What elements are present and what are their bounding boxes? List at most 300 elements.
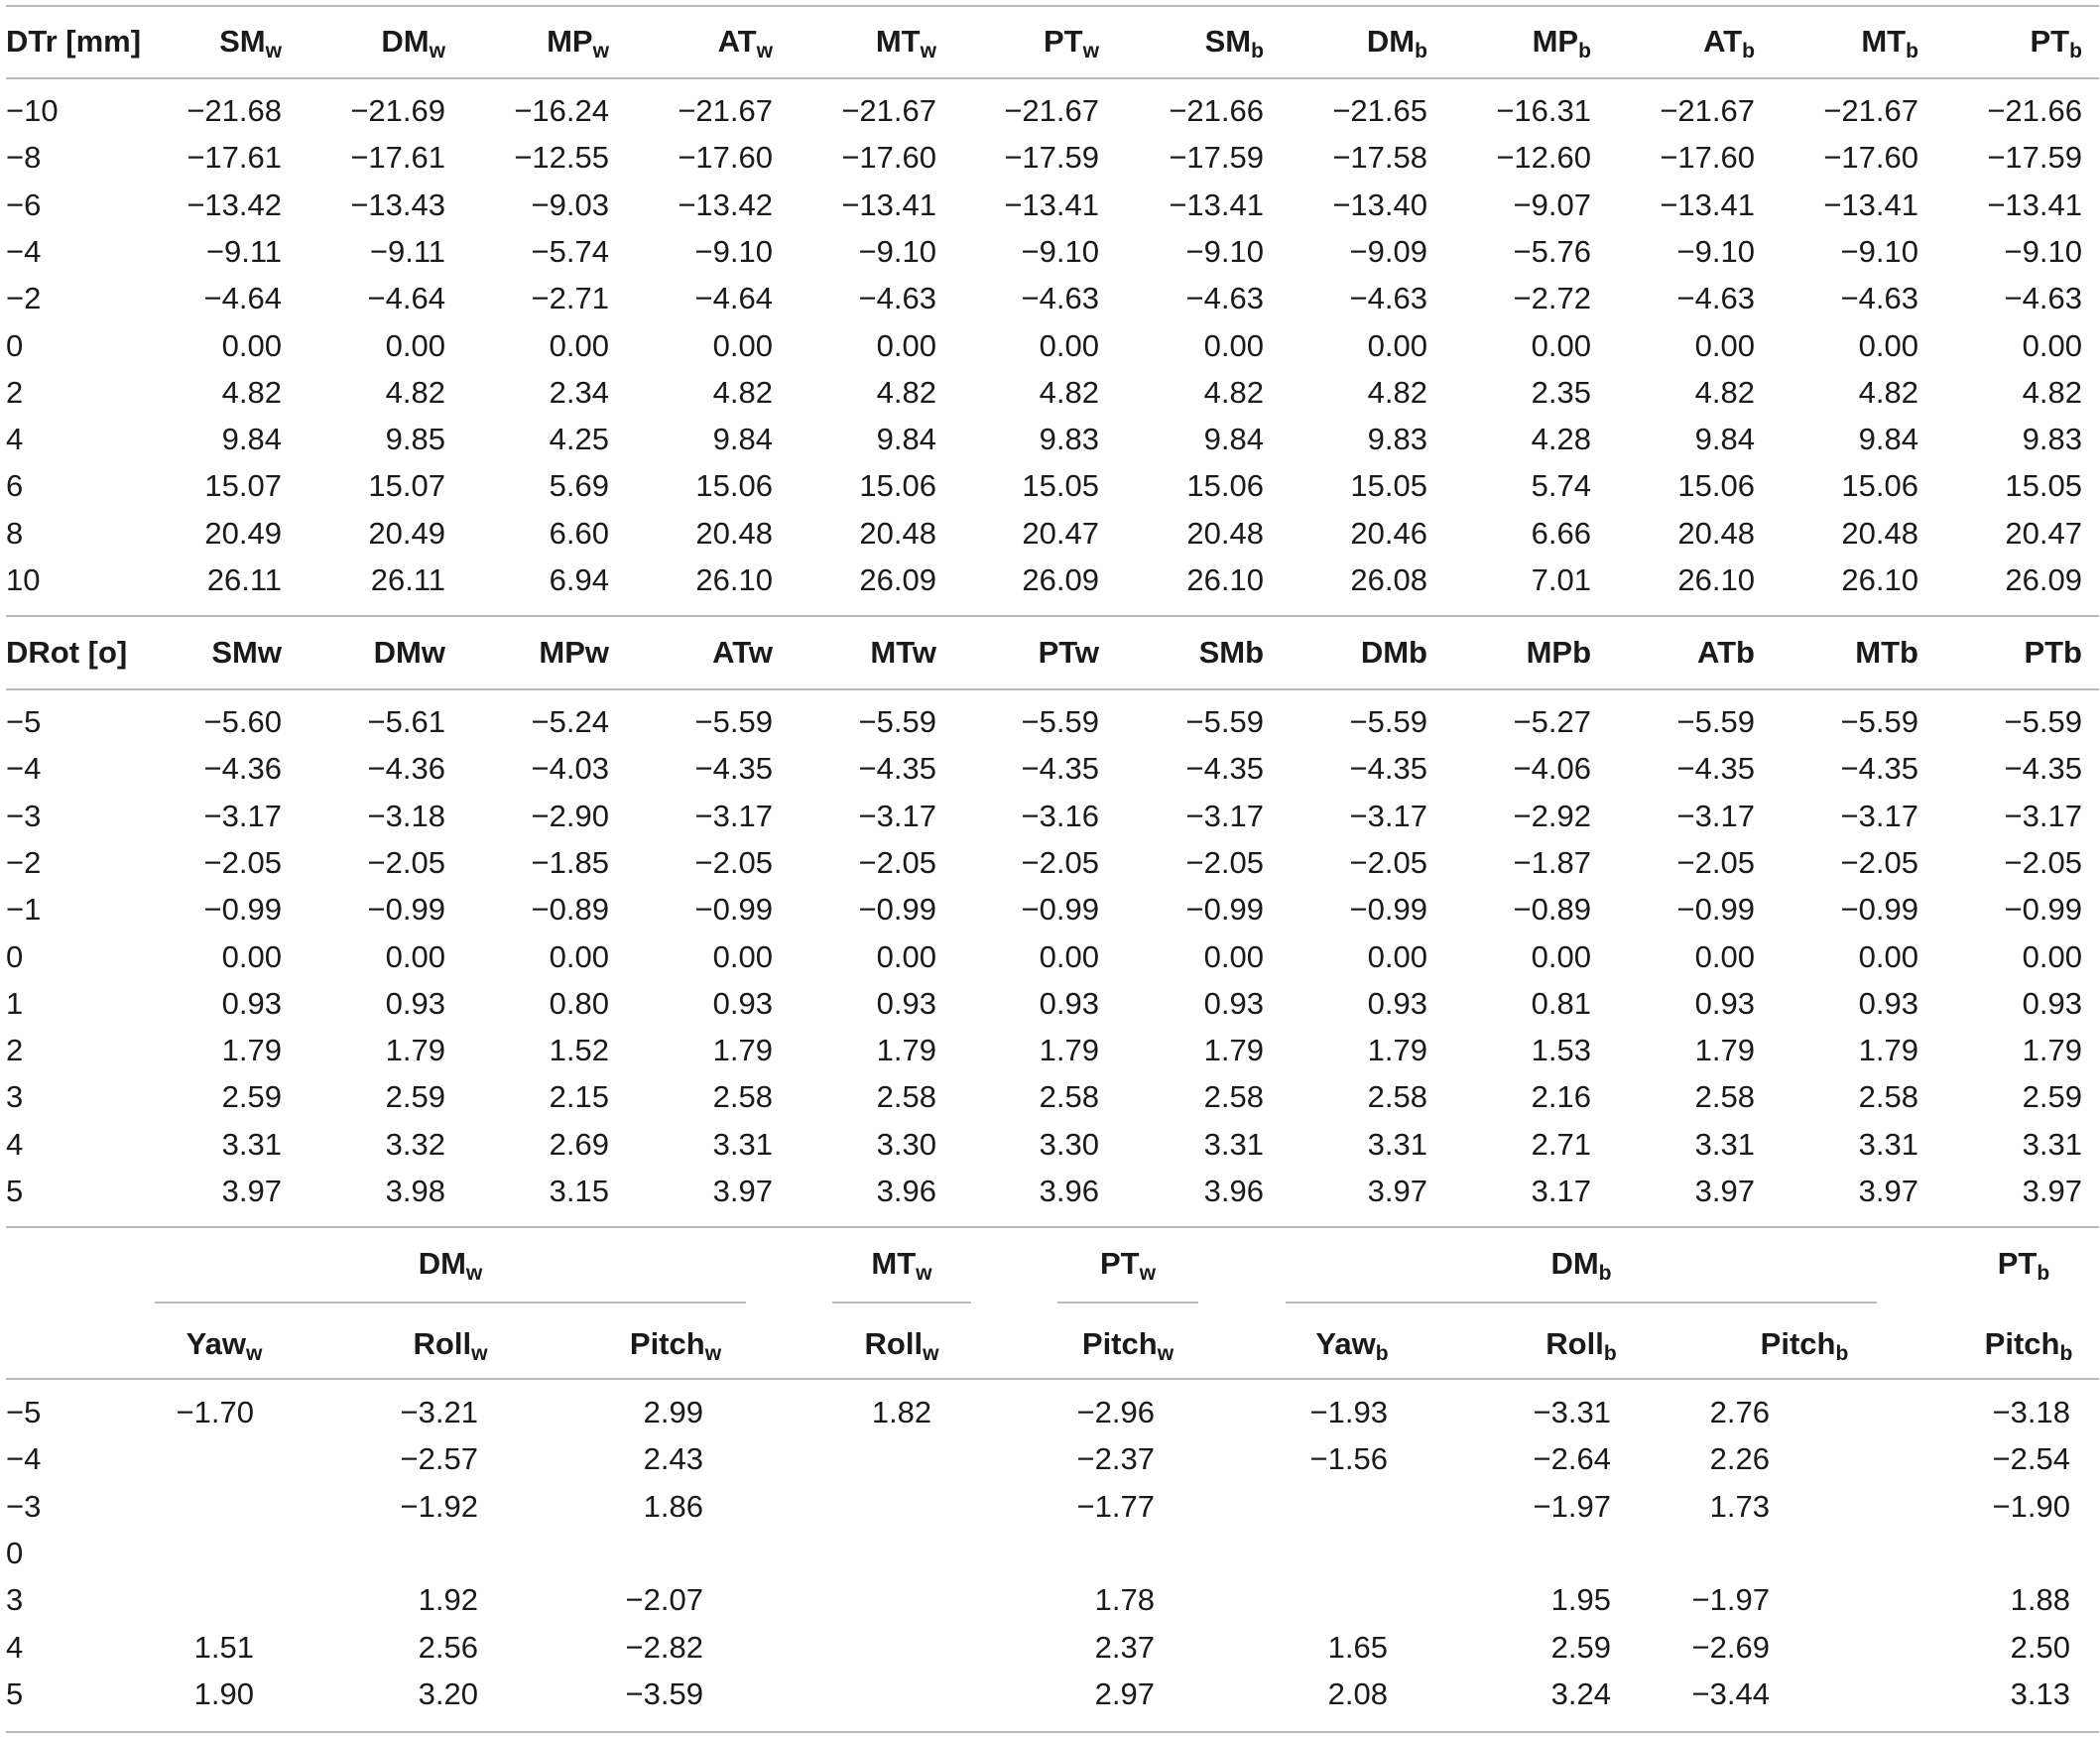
table2-cell: 0.00 [1367,938,1427,974]
table2-cell: 2.58 [1858,1079,1918,1115]
table2-cell: −0.89 [1513,892,1591,928]
table1-header-atw [634,22,773,62]
header-label: Pitch [629,1326,705,1361]
header-label: Pitch [1984,1326,2060,1361]
table1-cell: 26.11 [370,562,445,597]
table1-cell: 9.84 [221,422,282,457]
header-label: Roll [413,1326,472,1361]
header-subscript: b [1598,1261,1612,1285]
table1-cell: 26.10 [1677,562,1755,597]
table1-cell: 26.09 [1022,562,1099,597]
table2-cell: −3.17 [1185,798,1264,833]
table1-header-mtb [1780,22,1918,62]
table1-cell: 26.11 [206,562,282,597]
table1-cell: 0.00 [549,327,609,363]
table3-subheader-yawb [1253,1324,1451,1364]
table2-cell: 0.80 [549,985,609,1021]
table2-row-label: −2 [6,844,42,880]
table1-header-atb [1616,22,1755,62]
table2-cell: 0.00 [876,938,936,974]
table3-cell: −2.37 [1076,1441,1155,1477]
table1-row-label: −2 [6,281,42,316]
table1-cell: −9.10 [1676,233,1755,269]
table2-cell: 1.79 [876,1033,936,1068]
table1-cell: −13.42 [678,186,773,222]
table2-cell: 3.32 [385,1126,445,1162]
header-label: MT [871,1246,917,1281]
table2-cell: −2.05 [1021,844,1099,880]
table1-cell: 15.06 [859,468,936,504]
table1-cell: −5.74 [531,233,609,269]
table1-cell: 20.47 [1022,515,1099,551]
table1-cell: 5.69 [549,468,609,504]
table2-cell: −5.59 [2004,704,2082,739]
table2-cell: 0.00 [712,938,773,974]
table3-cell: 1.86 [643,1488,703,1524]
table2-cell: −2.90 [531,798,609,833]
table1-cell: −4.64 [203,281,282,316]
table1-cell: −17.58 [1332,140,1427,176]
table3-cell: 2.37 [1094,1629,1155,1665]
table1-cell: −5.76 [1513,233,1591,269]
table2-row-label: 0 [6,938,24,974]
header-subscript: w [920,39,936,62]
table1-cell: −9.10 [858,233,936,269]
table1-cell: 26.10 [1841,562,1918,597]
table3-subheader-rollw [803,1324,1001,1364]
table2-cell: −0.99 [1185,892,1264,928]
table3-top-rule [6,1226,2099,1228]
table1-cell: −13.40 [1332,186,1427,222]
table1-cell: 4.82 [385,374,445,410]
table2-header-ptb: PTb [2024,635,2082,670]
table3-subheader-rollb [1482,1324,1680,1364]
table1-header-dmw [307,22,445,62]
table1-cell: 6.66 [1531,515,1591,551]
table1-header-ptw [960,22,1099,62]
table1-cell: 0.00 [1039,327,1099,363]
table1-cell: −21.67 [1660,93,1755,128]
table1-cell: −21.69 [350,93,445,128]
header-label: SM [219,24,266,59]
table2-cell: 3.17 [1531,1174,1591,1208]
table2-cell: −4.06 [1513,751,1591,787]
table2-cell: −5.61 [367,704,445,739]
header-subscript: b [1742,39,1755,62]
header-subscript: b [2069,39,2082,62]
table2-cell: 0.93 [1694,985,1755,1021]
table1-cell: 0.00 [876,327,936,363]
header-label: Roll [1545,1326,1604,1361]
table2-cell: 0.00 [1694,938,1755,974]
header-subscript: b [1835,1341,1849,1365]
table1-cell: −4.64 [367,281,445,316]
table1-cell: 15.07 [204,468,282,504]
table2-cell: −2.05 [1349,844,1427,880]
table3-cell: −3.31 [1533,1395,1611,1429]
table2-cell: 0.93 [712,985,773,1021]
table2-cell: −4.36 [367,751,445,787]
table1-cell: −13.41 [1169,186,1264,222]
table1-cell: 15.05 [1022,468,1099,504]
table1-cell: 9.84 [1694,422,1755,457]
table3-cell: −2.69 [1691,1629,1770,1665]
table2-row-label: 4 [6,1126,24,1162]
table2-cell: −5.59 [1185,704,1264,739]
table2-cell: −0.99 [2004,892,2082,928]
table2-cell: 0.00 [549,938,609,974]
table2-header-mtw: MTw [870,635,936,670]
table1-cell: −17.59 [1987,140,2082,176]
table3-cell: −2.82 [625,1629,703,1665]
table1-cell: −2.71 [531,281,609,316]
table2-cell: 1.79 [1203,1033,1264,1068]
header-subscript: b [1603,1341,1617,1365]
table1-cell: −2.72 [1513,281,1591,316]
table1-cell: −9.11 [369,233,445,269]
table1-cell: 26.09 [859,562,936,597]
table1-cell: 26.10 [695,562,773,597]
table1-cell: 2.35 [1531,374,1591,410]
table3-row-label: 3 [6,1582,24,1618]
table1-cell: −9.03 [531,186,609,222]
table1-cell: −4.63 [1185,281,1264,316]
header-label: Yaw [185,1326,246,1361]
table3-cell: −3.59 [625,1675,703,1711]
table1-cell: −13.41 [841,186,936,222]
table3-cell: −1.92 [400,1488,478,1524]
table2-cell: 2.16 [1531,1079,1591,1115]
header-subscript: w [471,1341,488,1365]
table2-cell: −3.17 [2004,798,2082,833]
table3-subheader-pitchw [576,1324,775,1364]
table3-cell: −2.96 [1076,1395,1155,1429]
table1-cell: 20.48 [1186,515,1264,551]
table2-cell: 1.79 [2022,1033,2082,1068]
table2-cell: 2.59 [385,1079,445,1115]
table2-cell: −1.87 [1513,844,1591,880]
table3-row-label: 5 [6,1675,24,1711]
table1-cell: −4.63 [2004,281,2082,316]
header-subscript: w [1139,1261,1157,1285]
table2-cell: 1.79 [1858,1033,1918,1068]
table3-cell: −1.70 [176,1395,254,1429]
table1-row-label: 0 [6,327,24,363]
table2-cell: −2.05 [1840,844,1918,880]
table1-cell: −13.42 [186,186,282,222]
table2-cell: −0.99 [858,892,936,928]
table2-cell: 2.69 [549,1126,609,1162]
table-top-rule [6,5,2099,7]
header-label: PT [1099,1246,1140,1281]
table2-row-label: −4 [6,751,42,787]
table3-subheader-yaww [125,1324,323,1364]
table1-cell: −21.67 [1823,93,1918,128]
header-label: PT [1997,1246,2038,1281]
table3-cell: −1.97 [1533,1488,1611,1524]
table1-cell: 6.60 [549,515,609,551]
header-subscript: w [916,1261,932,1285]
table2-header-atw: ATw [712,635,773,670]
table2-cell: −0.99 [694,892,773,928]
table1-cell: −17.60 [841,140,936,176]
table1-cell: −4.63 [858,281,936,316]
table1-header-dtr: DTr [mm] [6,24,142,59]
table2-cell: −3.17 [1349,798,1427,833]
table1-cell: −16.24 [514,93,609,128]
table2-cell: −4.03 [531,751,609,787]
header-subscript: w [923,1341,939,1365]
table1-cell: 4.82 [1039,374,1099,410]
table2-cell: −3.16 [1021,798,1099,833]
header-subscript: w [1157,1341,1174,1365]
table1-row-label: 8 [6,515,24,551]
table2-cell: −2.92 [1513,798,1591,833]
table3-cell: −1.90 [1992,1488,2070,1524]
table1-cell: 0.00 [1531,327,1591,363]
header-label: DM [381,24,430,59]
table2-cell: 3.30 [1039,1126,1099,1162]
table2-cell: 3.96 [1039,1174,1099,1208]
header-subscript: w [756,39,773,62]
table3-row-label: 0 [6,1535,24,1570]
table1-cell: −9.10 [694,233,773,269]
table1-cell: −4.63 [1840,281,1918,316]
header-label: AT [717,24,757,59]
table3-cell: −1.93 [1309,1395,1388,1429]
table1-cell: −17.60 [1823,140,1918,176]
table1-row-label: −8 [6,140,42,176]
table2-row-label: −1 [6,892,42,928]
table3-cell: 1.82 [871,1395,932,1429]
header-label: PT [1043,24,1083,59]
table1-cell: 15.07 [368,468,445,504]
header-subscript: b [2059,1341,2073,1365]
table3-cell: −1.97 [1691,1582,1770,1618]
table2-header-dmw: DMw [373,635,445,670]
table1-cell: −12.55 [514,140,609,176]
table2-header-drot: DRot [o] [6,635,128,670]
table3-cell: 3.20 [418,1675,478,1711]
table1-cell: −17.59 [1004,140,1099,176]
table3-cell: 1.90 [193,1675,254,1711]
table2-cell: 0.00 [2022,938,2082,974]
table1-cell: 4.28 [1531,422,1591,457]
table2-cell: −2.05 [694,844,773,880]
table1-cell: −9.10 [1185,233,1264,269]
table3-cell: 2.59 [1550,1629,1611,1665]
table2-cell: −0.89 [531,892,609,928]
table2-cell: −4.35 [858,751,936,787]
table3-cell: −3.18 [1992,1395,2070,1429]
table2-cell: −2.05 [1676,844,1755,880]
table2-cell: 3.31 [1694,1126,1755,1162]
table2-cell: 3.97 [712,1174,773,1208]
table2-cell: 1.79 [712,1033,773,1068]
table1-cell: 9.85 [385,422,445,457]
table3-group-ptw [1029,1244,1227,1284]
table1-cell: 15.06 [1677,468,1755,504]
table1-cell: 4.82 [1858,374,1918,410]
table2-cell: −0.99 [1676,892,1755,928]
table2-cell: 1.52 [549,1033,609,1068]
table1-cell: 26.10 [1186,562,1264,597]
table3-cell: −3.21 [400,1395,478,1429]
table1-cell: −9.10 [2004,233,2082,269]
table2-cell: −5.59 [694,704,773,739]
table2-header-atb: ATb [1697,635,1755,670]
table1-cell: −16.31 [1496,93,1591,128]
table1-cell: 7.01 [1531,562,1591,597]
table3-row-label: −5 [6,1395,42,1429]
table2-header-dmb: DMb [1360,635,1427,670]
table2-header-mpb: MPb [1526,635,1591,670]
table3-cell: −3.44 [1691,1675,1770,1711]
header-subscript: b [1375,1341,1389,1365]
table1-cell: 15.05 [2005,468,2082,504]
table2-header-smw: SMw [211,635,282,670]
table2-cell: −3.17 [1676,798,1755,833]
table1-cell: −21.67 [678,93,773,128]
table1-cell: −4.63 [1676,281,1755,316]
table3-cell: −2.54 [1992,1441,2070,1477]
table3-group-dmb [1482,1244,1680,1284]
table1-cell: −13.41 [1823,186,1918,222]
table1-cell: −4.63 [1021,281,1099,316]
table1-cell: −21.67 [841,93,936,128]
table2-header-rule [6,688,2099,690]
table1-header-mtw [798,22,936,62]
table3-cell: 3.13 [2010,1675,2070,1711]
table2-top-rule [6,615,2099,617]
table3-cell: 2.97 [1094,1675,1155,1711]
table1-cell: 9.84 [1203,422,1264,457]
table2-cell: 2.59 [221,1079,282,1115]
table2-cell: 0.00 [221,938,282,974]
table2-cell: −0.99 [203,892,282,928]
table1-cell: 6.94 [549,562,609,597]
table2-cell: 0.00 [1039,938,1099,974]
table1-header-mpb [1452,22,1591,62]
table3-row-label: −4 [6,1441,42,1477]
table3-row-label: 4 [6,1629,24,1665]
table1-header-rule [6,77,2099,79]
table2-cell: −4.35 [694,751,773,787]
header-label: MP [1532,24,1579,59]
table2-cell: −0.99 [1840,892,1918,928]
table1-row-label: 6 [6,468,24,504]
table2-cell: −2.05 [2004,844,2082,880]
table2-cell: −0.99 [1349,892,1427,928]
table3-subheader-pitchw [1029,1324,1227,1364]
table2-cell: 3.97 [1367,1174,1427,1208]
table2-cell: 1.53 [1531,1033,1591,1068]
table2-cell: −2.05 [367,844,445,880]
table2-cell: −5.59 [1349,704,1427,739]
table3-cell: −2.64 [1533,1441,1611,1477]
table2-cell: −2.05 [203,844,282,880]
group-rule-dm-w [155,1302,746,1303]
table2-cell: 2.58 [876,1079,936,1115]
table2-cell: 1.79 [221,1033,282,1068]
table1-header-mpw [470,22,609,62]
table1-cell: 20.49 [368,515,445,551]
table2-header-mpw: MPw [539,635,609,670]
table1-cell: 0.00 [712,327,773,363]
table2-cell: −0.99 [367,892,445,928]
table-bottom-rule [6,1731,2099,1733]
table1-row-label: 2 [6,374,24,410]
table2-cell: 2.59 [2022,1079,2082,1115]
table2-row-label: 3 [6,1079,24,1115]
table1-cell: 9.83 [1039,422,1099,457]
table3-group-mtw [803,1244,1001,1284]
table2-cell: 3.31 [221,1126,282,1162]
table1-cell: −21.65 [1332,93,1427,128]
table3-header-rule [6,1378,2099,1380]
header-subscript: b [1251,39,1264,62]
table2-cell: 2.58 [1694,1079,1755,1115]
header-subscript: w [245,1341,263,1365]
table1-cell: 15.06 [1841,468,1918,504]
table1-header-smw [143,22,282,62]
table1-cell: −9.10 [1021,233,1099,269]
table2-cell: 3.96 [1203,1174,1264,1208]
table2-cell: 0.93 [876,985,936,1021]
table1-cell: 5.74 [1531,468,1591,504]
table2-cell: 3.31 [1203,1126,1264,1162]
table1-cell: 0.00 [1203,327,1264,363]
header-subscript: w [465,1261,483,1285]
table2-cell: 2.58 [1203,1079,1264,1115]
table2-row-label: 5 [6,1174,24,1208]
header-label: Pitch [1760,1326,1836,1361]
table2-cell: 2.58 [1367,1079,1427,1115]
table1-cell: −13.43 [350,186,445,222]
table1-cell: 9.84 [1858,422,1918,457]
header-label: Roll [864,1326,924,1361]
table1-cell: 15.06 [1186,468,1264,504]
table3-subheader-pitchb [1929,1324,2100,1364]
table1-cell: −4.64 [694,281,773,316]
header-subscript: b [1906,39,1918,62]
table2-cell: 2.71 [1531,1126,1591,1162]
table2-row-label: −3 [6,798,42,833]
table2-cell: −4.35 [1349,751,1427,787]
table1-cell: 4.82 [1367,374,1427,410]
table3-cell: −1.77 [1076,1488,1155,1524]
table1-cell: 20.48 [1841,515,1918,551]
table1-cell: 4.82 [876,374,936,410]
header-subscript: b [2037,1261,2050,1285]
header-label: Yaw [1315,1326,1376,1361]
table2-cell: −3.17 [858,798,936,833]
header-subscript: b [1578,39,1591,62]
table1-cell: −17.60 [1660,140,1755,176]
table2-cell: 3.31 [2022,1126,2082,1162]
table1-cell: 4.82 [1694,374,1755,410]
table2-cell: −2.05 [858,844,936,880]
header-subscript: w [265,39,282,62]
group-rule-mt-w [832,1302,971,1303]
table2-header-ptw: PTw [1038,635,1099,670]
header-label: MT [875,24,921,59]
header-subscript: b [1415,39,1427,62]
table3-cell: 1.88 [2010,1582,2070,1618]
table2-row-label: 2 [6,1033,24,1068]
table1-cell: 0.00 [1367,327,1427,363]
header-subscript: w [1082,39,1099,62]
